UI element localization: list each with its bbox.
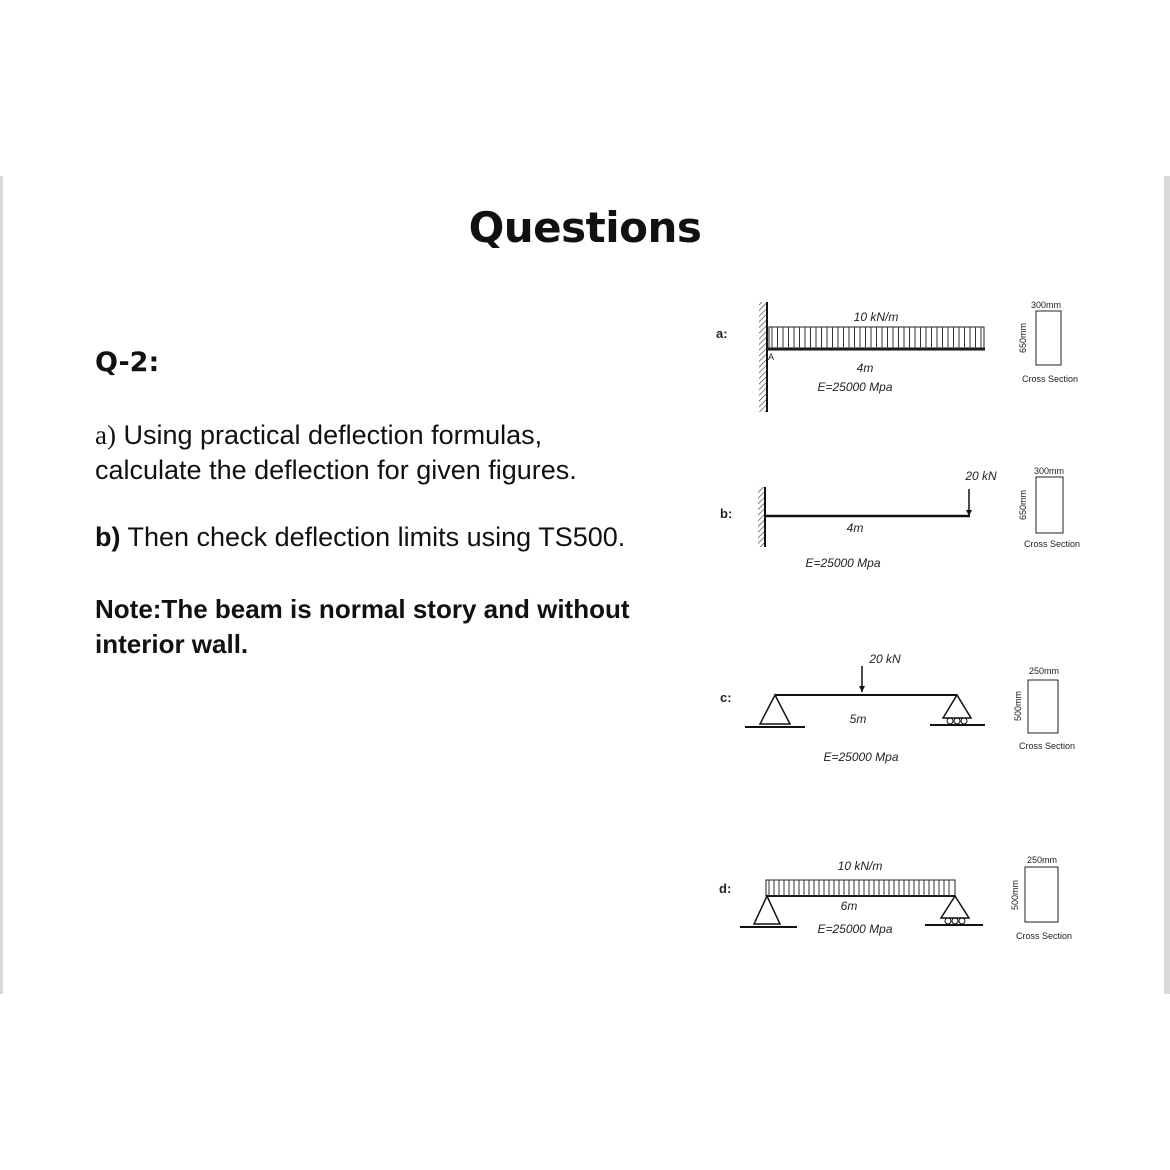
figure-d-roller-wheel [959,918,965,924]
figure-d-modulus-label: E=25000 Mpa [817,922,893,936]
figure-c-letter: c: [720,690,732,705]
figure-c-load-label: 20 kN [869,652,901,666]
figure-a-modulus-label: E=25000 Mpa [817,380,893,394]
figure-a-span-label: 4m [856,361,874,375]
slide-title: Questions [468,203,702,252]
figure-a-section-height: 650mm [1018,322,1028,354]
figure-d-pin-support [754,896,780,924]
figure-c-section-height: 500mm [1013,690,1023,722]
question-label: Q-2: [95,347,160,378]
figure-b-modulus-label: E=25000 Mpa [805,556,881,570]
figure-d-section-height: 500mm [1010,879,1020,911]
figure-c [720,652,1075,764]
figure-c-section-width: 250mm [1028,666,1060,676]
figure-a-letter: a: [716,326,728,341]
figure-a-point-label: A [768,352,775,362]
figure-c-arrow-head [859,686,865,692]
figure-d-roller-wheel [952,918,958,924]
figure-b-section-caption: Cross Section [1023,539,1081,549]
figure-a-cross-section [1036,311,1061,365]
figure-a-wall-hatch [759,302,767,412]
figure-d-section-caption: Cross Section [1015,931,1073,941]
figure-d-span-label: 6m [840,899,858,913]
figure-b-load-label: 20 kN [965,469,997,483]
figure-b-cross-section [1036,477,1063,533]
figure-c-pin-support [760,695,790,724]
figure-b-letter: b: [720,506,733,521]
part-b-text: Then check deflection limits using TS500. [120,522,626,552]
figure-d-cross-section [1025,867,1058,922]
figure-d-roller-support [941,896,969,918]
figure-d [719,855,1072,941]
figure-c-span-label: 5m [849,712,867,726]
figure-a [716,300,1078,412]
figure-a-section-caption: Cross Section [1021,374,1079,384]
figure-b-section-height: 650mm [1018,489,1028,521]
part-a-text: Using practical deflection formulas, calculate the deflection for given figures. [95,420,577,485]
part-b-mark: b) [95,522,121,552]
figure-b-section-width: 300mm [1033,466,1065,476]
figure-d-letter: d: [719,881,732,896]
figure-c-modulus-label: E=25000 Mpa [823,750,899,764]
figure-c-cross-section [1028,680,1058,733]
figure-b [720,466,1080,570]
figure-d-load-label: 10 kN/m [837,859,883,873]
figure-d-section-width: 250mm [1026,855,1058,865]
figure-c-roller-wheel [954,718,960,724]
figure-c-section-caption: Cross Section [1018,741,1076,751]
figure-a-load-label: 10 kN/m [853,310,899,324]
question-note: Note:The beam is normal story and without interior wall. [95,594,630,659]
figure-b-span-label: 4m [846,521,864,535]
figure-d-udl-arrows [769,880,949,896]
figure-c-roller-wheel [961,718,967,724]
figure-c-roller-support [943,695,971,718]
figure-c-roller-wheel [947,718,953,724]
figure-a-section-width: 300mm [1030,300,1062,310]
figure-d-roller-wheel [945,918,951,924]
figure-a-udl-arrows [772,327,981,349]
figure-b-wall-hatch [758,487,765,547]
part-a-mark: a) [95,420,116,450]
